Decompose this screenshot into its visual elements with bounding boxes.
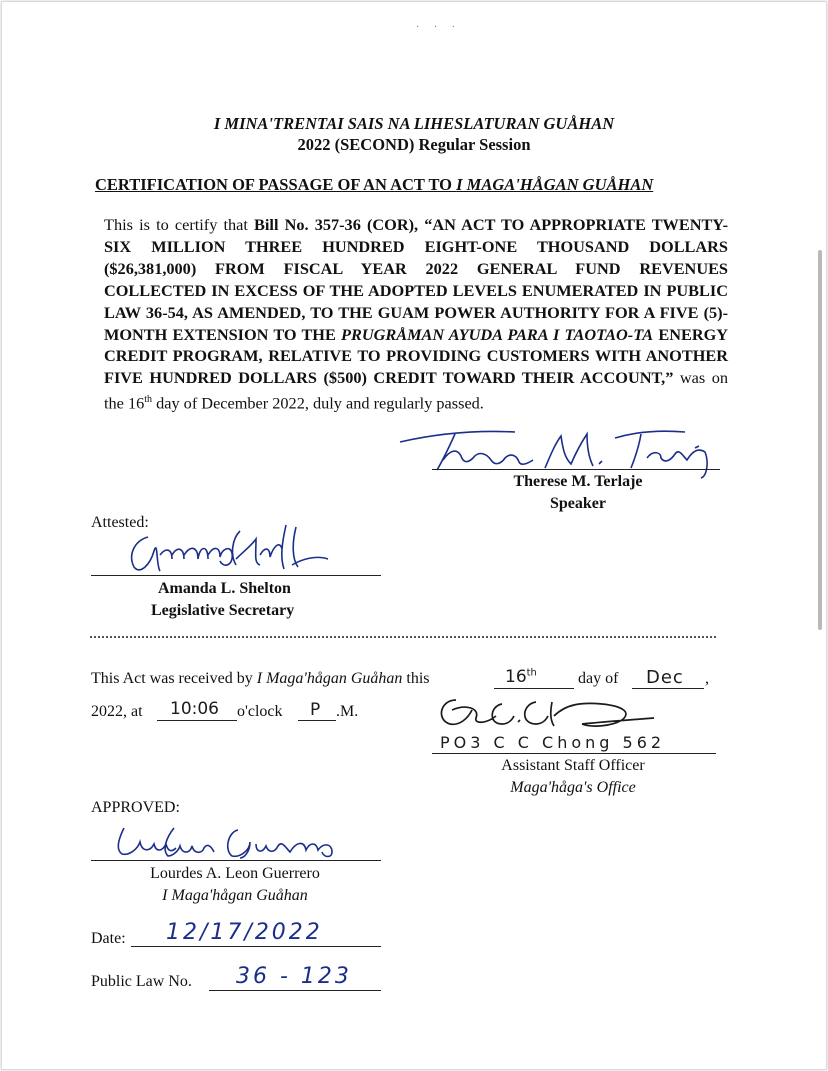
- receipt-day-blank: [494, 688, 574, 689]
- secretary-signature-line: [91, 575, 381, 576]
- attested-label: Attested:: [91, 514, 149, 531]
- session-title: 2022 (SECOND) Regular Session: [297, 135, 531, 154]
- speaker-name: Therese M. Terlaje: [513, 473, 643, 490]
- receipt-comma: ,: [705, 670, 709, 687]
- bill-description-end: ENERGY CREDIT PROGRAM, RELATIVE TO PROVIDING CUSTOMERS WITH ANOTHER FIVE HUNDRED DOLLARS ($500) CREDIT TOWARD THEIR ACCOUNT,”: [104, 324, 728, 388]
- bill-description: Bill No. 357-36 (COR), “AN ACT TO APPROPRIATE TWENTY-SIX MILLION THREE HUNDRED EIGHT-ONE THOUSAND DOLLARS ($26,381,000) FROM FISCAL YEAR 2022 GENERAL FUND REVENUES COLLECTED IN EXCESS OF THE ADOPTED LEVELS ENUMERATED IN PUBLIC LAW 36-54, AS AMENDED, TO THE GUAM POWER AUTHORITY FOR A FIVE (5)-MONTH EXTENSION TO THE: [104, 215, 728, 344]
- officer-office: Maga'håga's Office: [510, 779, 636, 796]
- receipt-m: .M.: [336, 703, 359, 720]
- date-blank: [131, 946, 381, 947]
- passage-text: was on the 16: [104, 368, 728, 413]
- speaker-title: Speaker: [550, 495, 606, 512]
- receipt-this: this: [402, 670, 430, 687]
- receipt-year: 2022, at: [91, 703, 143, 720]
- program-name: PRUGRÅMAN AYUDA PARA I TAOTAO-TA: [341, 324, 654, 344]
- governor-signature-line: [91, 860, 381, 861]
- receipt-oclock: o'clock: [237, 703, 283, 720]
- receipt-line-1: [91, 670, 430, 688]
- receipt-month-blank: [632, 688, 704, 689]
- receipt-time-blank: [157, 720, 237, 721]
- secretary-title: Legislative Secretary: [151, 602, 295, 619]
- receipt-day-handwritten: [505, 667, 537, 687]
- receipt-month-handwritten: Dec: [646, 667, 684, 688]
- public-law-label: Public Law No.: [91, 973, 192, 990]
- approved-label: APPROVED:: [91, 799, 180, 816]
- certification-title-recipient: I MAGA'HÅGAN GUÅHAN: [456, 175, 654, 194]
- secretary-name: Amanda L. Shelton: [158, 580, 291, 597]
- receipt-day-value: 16: [505, 667, 527, 687]
- receipt-ampm-handwritten: P: [310, 700, 321, 720]
- speaker-signature-line: [432, 469, 720, 470]
- receipt-ampm-blank: [298, 720, 336, 721]
- receipt-recipient: I Maga'hågan Guåhan: [256, 670, 403, 687]
- governor-signature: [110, 822, 350, 862]
- date-handwritten: 12/17/2022: [166, 920, 323, 945]
- passage-ordinal: th: [144, 394, 153, 406]
- certification-body: [104, 214, 728, 415]
- top-speck-marks: · · ·: [416, 22, 461, 33]
- receipt-day-ordinal: th: [526, 667, 537, 679]
- speaker-signature: [395, 420, 725, 480]
- passage-date-text: day of December 2022, duly and regularly passed.: [152, 393, 484, 413]
- certification-title-text: CERTIFICATION OF PASSAGE OF AN ACT TO: [95, 175, 457, 194]
- governor-name: Lourdes A. Leon Guerrero: [150, 865, 320, 882]
- body-intro: This is to certify that: [104, 215, 255, 234]
- officer-signature-line: [432, 753, 716, 754]
- section-divider: [90, 636, 716, 638]
- scrollbar-thumb[interactable]: [818, 250, 822, 630]
- receipt-time-handwritten: 10:06: [170, 699, 219, 719]
- certification-title: [95, 175, 653, 195]
- receipt-day-of: day of: [578, 670, 619, 687]
- governor-title: I Maga'hågan Guåhan: [162, 887, 308, 904]
- public-law-blank: [209, 990, 381, 991]
- receipt-text: This Act was received by: [91, 670, 257, 687]
- officer-printed-name: PO3 C C Chong 562: [440, 733, 666, 752]
- date-label: Date:: [91, 930, 126, 947]
- officer-title: Assistant Staff Officer: [501, 757, 645, 774]
- public-law-handwritten: 36 - 123: [236, 964, 352, 989]
- officer-signature: [432, 690, 662, 738]
- legislature-title: I MINA'TRENTAI SAIS NA LIHESLATURAN GUÅHAN: [213, 114, 615, 133]
